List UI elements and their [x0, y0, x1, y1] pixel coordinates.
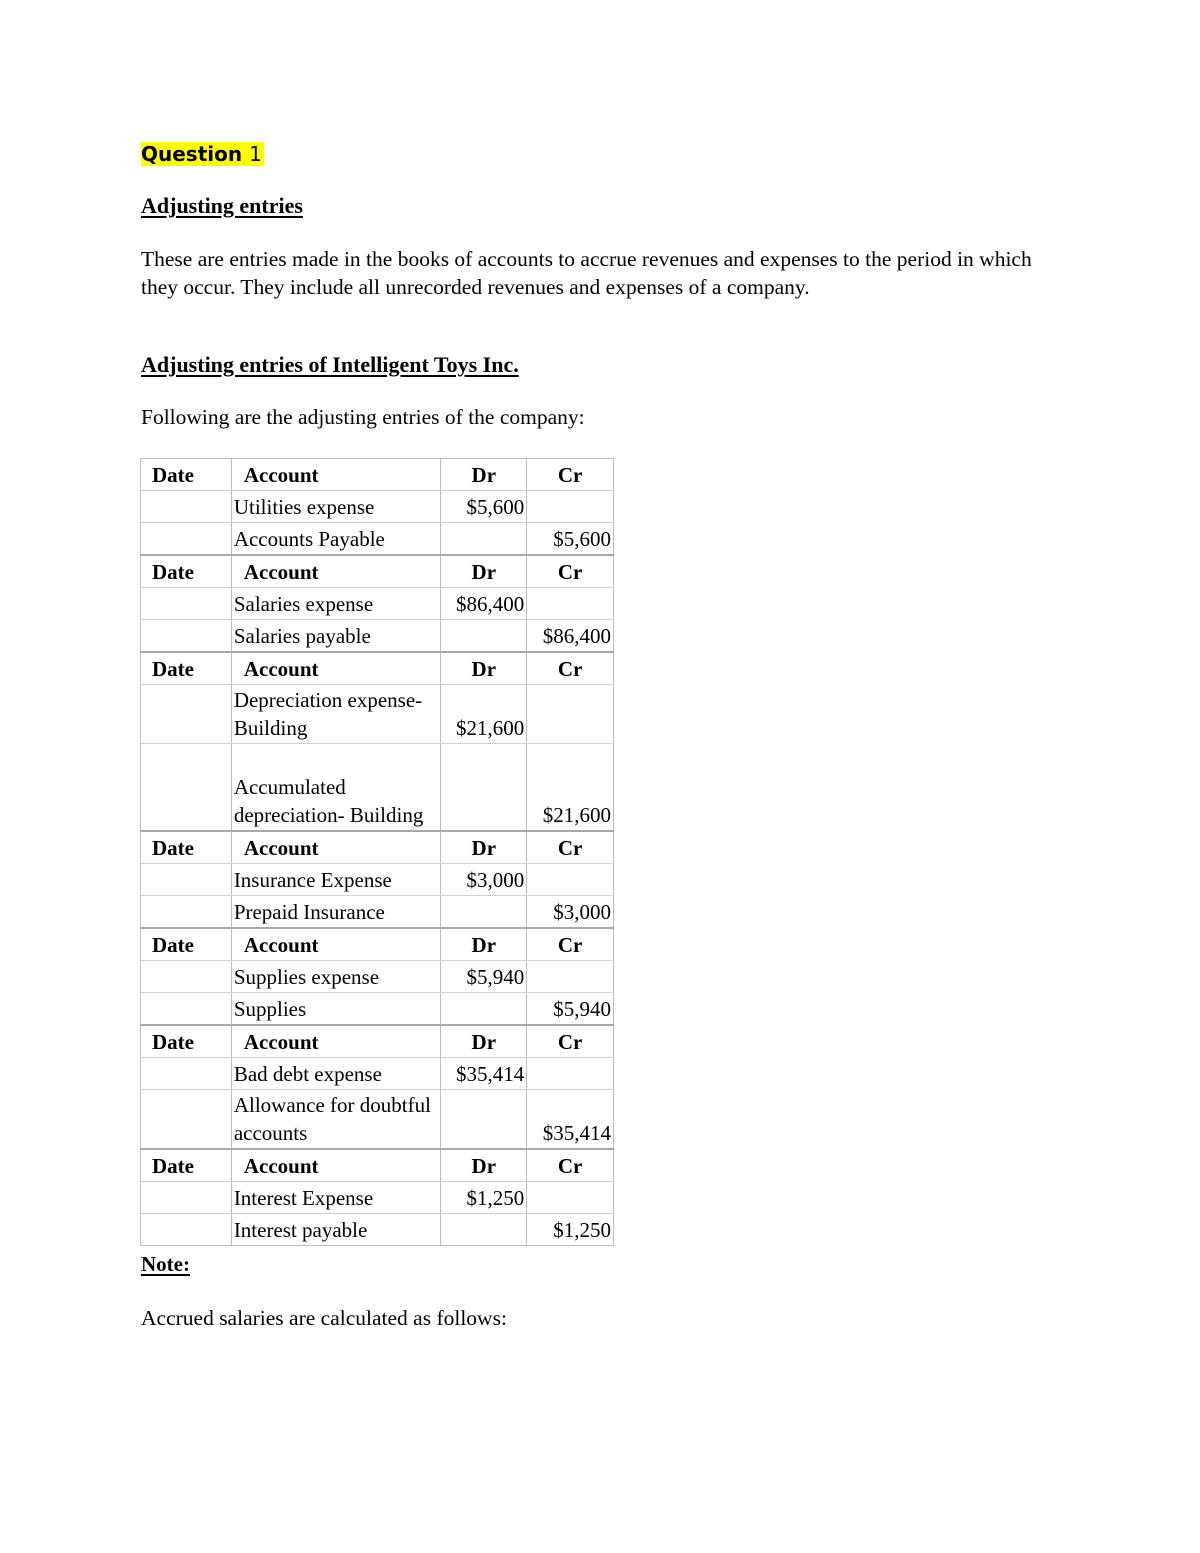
table-row-credit — [140, 619, 614, 651]
debit-amount-cell — [441, 744, 527, 830]
header-dr: Dr — [441, 459, 527, 490]
header-cr: Cr — [527, 459, 614, 490]
journal-entry — [140, 929, 614, 1026]
header-account: Account — [232, 832, 442, 863]
header-date: Date — [141, 1026, 232, 1057]
debit-account-cell: Depreciation expense- Building — [232, 685, 442, 743]
header-dr: Dr — [441, 653, 527, 684]
date-cell — [141, 864, 232, 895]
header-account: Account — [232, 459, 442, 490]
credit-amount-cell — [527, 685, 614, 743]
question-number: 1 — [249, 142, 262, 166]
header-dr: Dr — [441, 1026, 527, 1057]
debit-amount-cell: $21,600 — [441, 685, 527, 743]
date-cell — [141, 588, 232, 619]
table-header-row — [140, 832, 614, 863]
debit-amount-cell — [441, 993, 527, 1024]
debit-account-cell: Utilities expense — [232, 491, 442, 522]
header-cr: Cr — [527, 556, 614, 587]
section-heading-company-entries: Adjusting entries of Intelligent Toys Inc. — [141, 352, 519, 377]
table-row-credit — [140, 743, 614, 830]
debit-amount-cell: $35,414 — [441, 1058, 527, 1089]
question-label: Question — [141, 142, 243, 166]
credit-amount-cell: $35,414 — [527, 1090, 614, 1148]
header-account: Account — [232, 1150, 442, 1181]
credit-amount-cell — [527, 1182, 614, 1213]
table-row-debit — [140, 684, 614, 743]
table-row-debit — [140, 960, 614, 992]
header-account: Account — [232, 556, 442, 587]
header-cr: Cr — [527, 832, 614, 863]
table-row-credit — [140, 992, 614, 1024]
header-cr: Cr — [527, 1150, 614, 1181]
table-row-debit — [140, 863, 614, 895]
header-account: Account — [232, 653, 442, 684]
credit-amount-cell — [527, 588, 614, 619]
adjusting-entries-table — [140, 458, 614, 1246]
debit-amount-cell: $5,940 — [441, 961, 527, 992]
debit-amount-cell: $5,600 — [441, 491, 527, 522]
section-heading-adjusting-entries: Adjusting entries — [141, 193, 303, 218]
date-cell — [141, 896, 232, 927]
journal-entry — [140, 1150, 614, 1246]
table-row-credit — [140, 522, 614, 554]
debit-amount-cell — [441, 523, 527, 554]
credit-amount-cell — [527, 864, 614, 895]
debit-account-cell: Salaries expense — [232, 588, 442, 619]
date-cell — [141, 961, 232, 992]
credit-amount-cell — [527, 491, 614, 522]
note-heading: Note: — [141, 1252, 190, 1276]
credit-amount-cell: $5,600 — [527, 523, 614, 554]
credit-amount-cell: $5,940 — [527, 993, 614, 1024]
credit-amount-cell — [527, 961, 614, 992]
debit-amount-cell — [441, 1090, 527, 1148]
credit-account-cell: Interest payable — [232, 1214, 442, 1245]
table-header-row — [140, 556, 614, 587]
table-row-debit — [140, 490, 614, 522]
note-text: Accrued salaries are calculated as follows: — [141, 1306, 507, 1330]
table-row-credit — [140, 1213, 614, 1245]
date-cell — [141, 523, 232, 554]
header-account: Account — [232, 929, 442, 960]
definition-paragraph: These are entries made in the books of accounts to accrue revenues and expenses to the period in which they occur. They include all unrecorded revenues and expenses of a company. — [141, 247, 1032, 299]
debit-amount-cell: $86,400 — [441, 588, 527, 619]
table-row-debit — [140, 1057, 614, 1089]
header-date: Date — [141, 459, 232, 490]
header-cr: Cr — [527, 1026, 614, 1057]
credit-amount-cell: $86,400 — [527, 620, 614, 651]
debit-account-cell: Bad debt expense — [232, 1058, 442, 1089]
table-header-row — [140, 929, 614, 960]
table-header-row — [140, 1026, 614, 1057]
credit-account-cell: Prepaid Insurance — [232, 896, 442, 927]
intro-paragraph: Following are the adjusting entries of the company: — [141, 405, 585, 429]
debit-amount-cell: $3,000 — [441, 864, 527, 895]
header-dr: Dr — [441, 556, 527, 587]
debit-account-cell: Insurance Expense — [232, 864, 442, 895]
debit-amount-cell — [441, 896, 527, 927]
table-row-credit — [140, 1089, 614, 1148]
debit-amount-cell: $1,250 — [441, 1182, 527, 1213]
date-cell — [141, 1090, 232, 1148]
header-date: Date — [141, 556, 232, 587]
table-header-row — [140, 458, 614, 490]
debit-amount-cell — [441, 620, 527, 651]
credit-amount-cell — [527, 1058, 614, 1089]
journal-entry — [140, 458, 614, 556]
credit-amount-cell: $3,000 — [527, 896, 614, 927]
header-dr: Dr — [441, 929, 527, 960]
date-cell — [141, 620, 232, 651]
table-row-debit — [140, 587, 614, 619]
date-cell — [141, 1214, 232, 1245]
table-row-credit — [140, 895, 614, 927]
header-date: Date — [141, 653, 232, 684]
journal-entry — [140, 1026, 614, 1150]
journal-entry — [140, 653, 614, 832]
date-cell — [141, 1182, 232, 1213]
header-date: Date — [141, 1150, 232, 1181]
header-cr: Cr — [527, 929, 614, 960]
credit-account-cell: Accumulated depreciation- Building — [232, 744, 442, 830]
journal-entry — [140, 556, 614, 653]
question-highlight — [141, 142, 264, 166]
header-dr: Dr — [441, 1150, 527, 1181]
date-cell — [141, 744, 232, 830]
debit-account-cell: Interest Expense — [232, 1182, 442, 1213]
header-date: Date — [141, 929, 232, 960]
date-cell — [141, 1058, 232, 1089]
credit-account-cell: Accounts Payable — [232, 523, 442, 554]
debit-account-cell: Supplies expense — [232, 961, 442, 992]
header-dr: Dr — [441, 832, 527, 863]
credit-amount-cell: $1,250 — [527, 1214, 614, 1245]
date-cell — [141, 491, 232, 522]
journal-entry — [140, 832, 614, 929]
table-row-debit — [140, 1181, 614, 1213]
header-date: Date — [141, 832, 232, 863]
table-header-row — [140, 653, 614, 684]
date-cell — [141, 685, 232, 743]
header-account: Account — [232, 1026, 442, 1057]
credit-amount-cell: $21,600 — [527, 744, 614, 830]
credit-account-cell: Supplies — [232, 993, 442, 1024]
question-title — [141, 140, 264, 168]
date-cell — [141, 993, 232, 1024]
debit-amount-cell — [441, 1214, 527, 1245]
header-cr: Cr — [527, 653, 614, 684]
credit-account-cell: Salaries payable — [232, 620, 442, 651]
table-header-row — [140, 1150, 614, 1181]
credit-account-cell: Allowance for doubtful accounts — [232, 1090, 442, 1148]
